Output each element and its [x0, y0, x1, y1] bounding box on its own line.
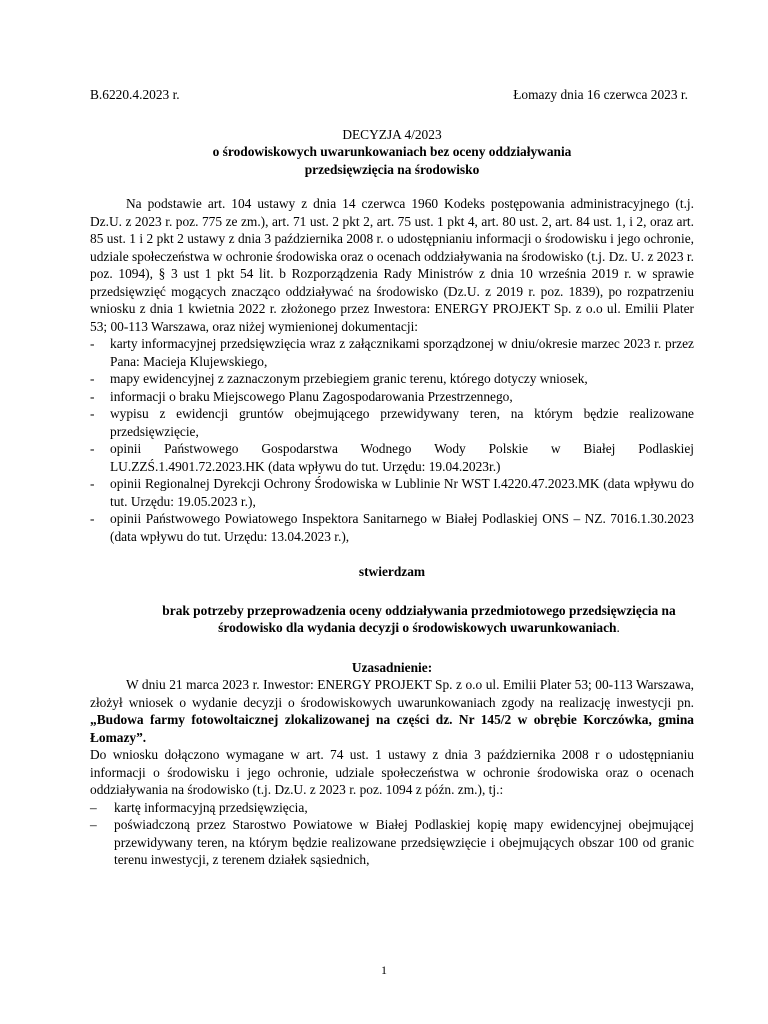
justification-paragraph-2: Do wniosku dołączono wymagane w art. 74 ust. 1 ustawy z dnia 3 października 2008 r o udostępnianiu informacji o środowisku i jego ochronie, udziale społeczeństwa w ochronie środowiska oraz o ocenach oddziaływania na środowisko (t.j. Dz.U. z 2023 r. poz. 1094 z późn. zm.), tj.:: [90, 747, 694, 797]
decision-statement: [90, 602, 694, 637]
list-item: – poświadczoną przez Starostwo Powiatowe w Białej Podlaskiej kopię mapy ewidencyjnej obejmującej przewidywany teren, na którym będzie realizowane przedsięwzięcie i obejmujących obszar 100 od granic terenu inwestycji, z terenem działek sąsiednich,: [90, 816, 694, 869]
list-item: - mapy ewidencyjnej z zaznaczonym przebiegiem granic terenu, którego dotyczy wniosek,: [90, 370, 694, 388]
justification-heading: Uzasadnienie:: [351, 659, 433, 675]
stwierdzam-heading: stwierdzam: [358, 564, 426, 579]
decision-text: brak potrzeby przeprowadzenia oceny oddziaływania przedmiotowego przedsięwzięcia na środowisko dla wydania decyzji o środowiskowych uwarunkowaniach: [162, 602, 676, 635]
list-item: - opinii Regionalnej Dyrekcji Ochrony Środowiska w Lublinie Nr WST I.4220.47.2023.MK (data wpływu do tut. Urzędu: 19.05.2023 r.),: [90, 475, 694, 510]
decision-title: [90, 126, 694, 179]
list-item: - opinii Państwowego Gospodarstwa Wodnego Wody Polskie w Białej Podlaskiej LU.ZZŚ.1.4901.72.2023.HK (data wpływu do tut. Urzędu: 19.04.2023r.): [90, 440, 694, 475]
document-body: [90, 86, 694, 869]
attachments-list: [90, 799, 694, 869]
title-line-2: o środowiskowych uwarunkowaniach bez oceny oddziaływania: [212, 144, 572, 159]
case-number: B.6220.4.2023 r.: [90, 87, 180, 102]
list-item: - wypisu z ewidencji gruntów obejmującego przewidywany teren, na którym będzie realizowane przedsięwzięcie,: [90, 405, 694, 440]
documents-list: [90, 335, 694, 545]
justification-p1-text: W dniu 21 marca 2023 r. Inwestor: ENERGY PROJEKT Sp. z o.o ul. Emilii Plater 53; 00-113 Warszawa, złożył wniosek o wydanie decyzji o środowiskowych uwarunkowaniach zgody na realizację inwestycji pn.: [90, 677, 694, 710]
list-item: - karty informacyjnej przedsięwzięcia wraz z załącznikami sporządzonej w dniu/okresie marzec 2023 r. przez Pana: Macieja Klujewskiego,: [90, 335, 694, 370]
justification-paragraph-1: [90, 676, 694, 746]
title-line-1: DECYZJA 4/2023: [342, 126, 442, 142]
investment-name: „Budowa farmy fotowoltaicznej zlokalizowanej na części dz. Nr 145/2 w obrębie Korczówka, gmina Łomazy”.: [90, 712, 694, 745]
list-item: – kartę informacyjną przedsięwzięcia,: [90, 799, 694, 817]
list-item: - opinii Państwowego Powiatowego Inspektora Sanitarnego w Białej Podlaskiej ONS – NZ. 7016.1.30.2023 (data wpływu do tut. Urzędu: 13.04.2023 r.),: [90, 510, 694, 545]
list-item: - informacji o braku Miejscowego Planu Zagospodarowania Przestrzennego,: [90, 388, 694, 406]
decision-end: .: [616, 620, 620, 635]
place-date: Łomazy dnia 16 czerwca 2023 r.: [513, 87, 688, 102]
legal-basis-paragraph: Na podstawie art. 104 ustawy z dnia 14 czerwca 1960 Kodeks postępowania administracyjnego (t.j. Dz.U. z 2023 r. poz. 775 ze zm.), art. 71 ust. 2 pkt 2, art. 75 ust. 1 pkt 4, art. 80 ust. 2, art. 84 ust. 1, i 2, oraz art. 85 ust. 1 i 2 pkt 2 ustawy z dnia 3 października 2008 r. o udostępnianiu informacji o środowisku i jego ochronie, udziale społeczeństwa w ochronie środowiska oraz o ocenach oddziaływania na środowisko (t.j. Dz. U. z 2023 r. poz. 1094), § 3 ust 1 pkt 54 lit. b Rozporządzenia Rady Ministrów z dnia 10 września 2019 r. w sprawie przedsięwzięć mogących znacząco oddziaływać na środowisko (Dz.U. z 2019 r. poz. 1839), po rozpatrzeniu wniosku z dnia 1 kwietnia 2022 r. złożonego przez Inwestora: ENERGY PROJEKT Sp. z o.o ul. Emilii Plater 53; 00-113 Warszawa, oraz niżej wymienionej dokumentacji:: [90, 196, 694, 334]
title-line-3: przedsięwzięcia na środowisko: [304, 161, 480, 177]
header: [90, 86, 694, 104]
page-number: 1: [381, 963, 387, 977]
